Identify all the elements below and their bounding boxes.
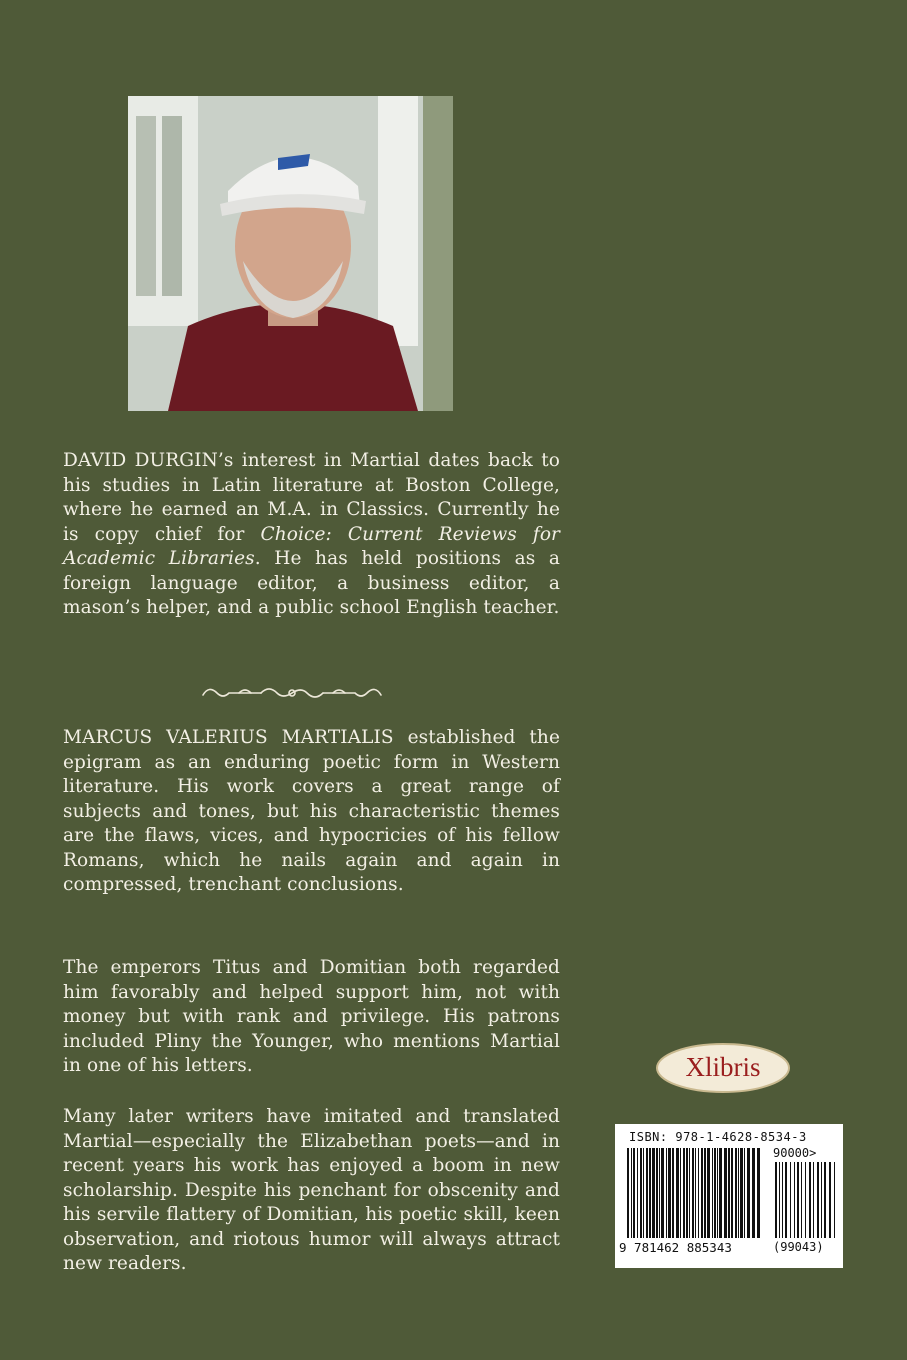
barcode-bar <box>640 1148 642 1238</box>
barcode-bar <box>689 1148 690 1238</box>
barcode-bar <box>643 1148 644 1238</box>
barcode-bar <box>735 1148 737 1238</box>
barcode-bar <box>698 1148 699 1238</box>
barcode-bar <box>652 1148 655 1238</box>
addon-bar <box>790 1162 791 1238</box>
about-paragraph-2 <box>63 956 560 1079</box>
about-paragraph-3-text: Many later writers have imitated and translated Martial—especially the Elizabethan poets—and in recent years his work has enjoyed a boom in new scholarship. Despite his penchant for obscenity and his servile flattery of Domitian, his poetic skill, keen observation, and riotous humor will always attract new readers. <box>63 1106 560 1274</box>
barcode-bar <box>627 1148 629 1238</box>
addon-bar <box>817 1162 819 1238</box>
barcode-bar <box>666 1148 667 1238</box>
barcode-bar <box>683 1148 685 1238</box>
barcode-bar <box>740 1148 743 1238</box>
barcode-bar <box>704 1148 706 1238</box>
ean-digits: 9 781462 885343 <box>619 1240 732 1255</box>
barcode-bar <box>744 1148 745 1238</box>
barcode-bar <box>637 1148 638 1238</box>
addon-bar <box>797 1162 799 1238</box>
author-bio <box>63 449 560 621</box>
barcode-bar <box>646 1148 648 1238</box>
barcode-bar <box>731 1148 733 1238</box>
addon-bar <box>813 1162 814 1238</box>
barcode-bars <box>627 1148 837 1240</box>
addon-bar <box>782 1162 783 1238</box>
barcode-bar <box>719 1148 722 1238</box>
barcode-bar <box>757 1148 760 1238</box>
addon-bar <box>801 1162 802 1238</box>
barcode-bar <box>661 1148 664 1238</box>
addon-digits: (99043) <box>773 1240 824 1254</box>
barcode-bar <box>714 1148 716 1238</box>
addon-bar <box>779 1162 780 1238</box>
barcode-bar <box>752 1148 755 1238</box>
barcode-bar <box>680 1148 681 1238</box>
addon-bar <box>829 1162 831 1238</box>
about-paragraph-1-text: MARCUS VALERIUS MARTIALIS established the epigram as an enduring poetic form in Western literature. His work covers a great range of subjects and tones, but his characteristic themes are the flaws, vices, and hypocricies of his fellow Romans, which he nails again and again in compressed, trenchant conclusions. <box>63 727 560 895</box>
about-paragraph-2-text: The emperors Titus and Domitian both regarded him favorably and helped support him, not with money but with rank and privilege. His patrons included Pliny the Younger, who mentions Martial in one of his letters. <box>63 957 560 1076</box>
author-bio-lead: DAVID DURGIN’s interest in Martial dates back to his studies in Latin literature at Boston College, where he earned an M.A. in Classics. Currently he is copy chief for <box>63 450 560 545</box>
barcode-bar <box>701 1148 703 1238</box>
author-bio-tail: . He has held positions as a foreign language editor, a business editor, a mason’s helper, and a public school English teacher. <box>63 548 560 618</box>
addon-bar <box>805 1162 806 1238</box>
isbn-barcode <box>615 1124 843 1268</box>
barcode-bar <box>724 1148 727 1238</box>
price-code: 90000> <box>773 1146 817 1160</box>
barcode-bar <box>686 1148 688 1238</box>
xlibris-logo <box>655 1042 791 1094</box>
barcode-bar <box>676 1148 679 1238</box>
barcode-bar <box>707 1148 710 1238</box>
about-paragraph-3 <box>63 1105 560 1277</box>
barcode-bar <box>659 1148 660 1238</box>
addon-bar <box>834 1162 835 1238</box>
barcode-bar <box>692 1148 694 1238</box>
barcode-bar <box>728 1148 730 1238</box>
addon-bar <box>824 1162 826 1238</box>
addon-bar <box>785 1162 787 1238</box>
barcode-bar <box>738 1148 739 1238</box>
isbn-label: ISBN: 978-1-4628-8534-3 <box>629 1130 807 1144</box>
barcode-bar <box>631 1148 632 1238</box>
barcode-bar <box>668 1148 671 1238</box>
author-photo <box>128 96 453 411</box>
addon-bar <box>809 1162 811 1238</box>
author-bio-publication: Choice: Current Reviews for Academic Libraries <box>63 523 560 569</box>
barcode-bar <box>649 1148 651 1238</box>
barcode-bar <box>656 1148 658 1238</box>
barcode-bar <box>695 1148 696 1238</box>
addon-bar <box>775 1162 777 1238</box>
barcode-bar <box>633 1148 635 1238</box>
addon-bar <box>821 1162 822 1238</box>
flourish-ornament-icon <box>199 681 385 705</box>
barcode-bar <box>747 1148 750 1238</box>
barcode-bar <box>712 1148 713 1238</box>
barcode-bar <box>717 1148 718 1238</box>
barcode-bar <box>672 1148 674 1238</box>
about-paragraph-1 <box>63 726 560 898</box>
xlibris-logo-text: Xlibris <box>685 1052 761 1082</box>
addon-bar <box>794 1162 795 1238</box>
